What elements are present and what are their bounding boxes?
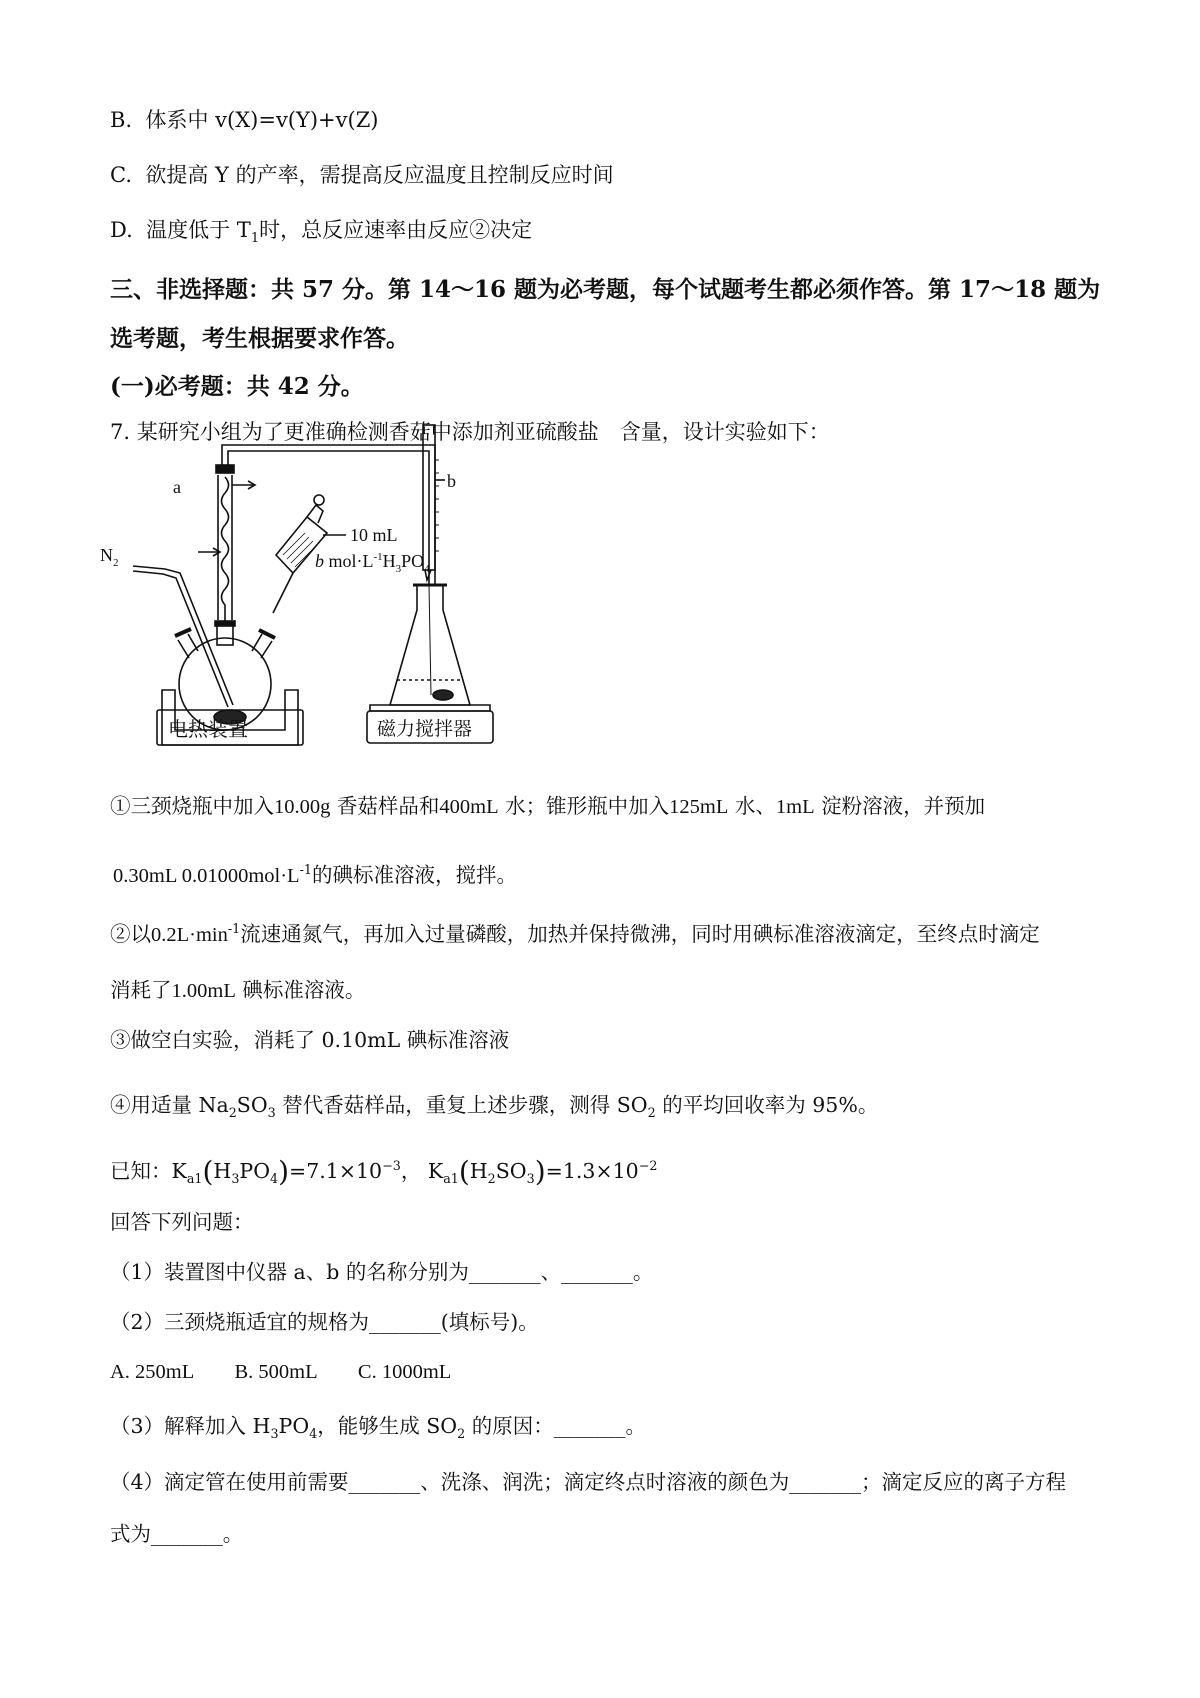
label-volume: 10 mL	[350, 525, 398, 545]
section-heading-line1: 三、非选择题：共 57 分。第 14～16 题为必考题，每个试题考生都必须作答。第 17～18 题为	[110, 276, 1101, 303]
step-4: ④用适量 $Na_2SO_3$ 替代香菇样品，重复上述步骤，测得 $SO_2$ 的平均回收率为 95%。	[110, 1093, 879, 1121]
label-concentration: b $mol\cdot L^{-1}H_3PO_4$	[315, 551, 430, 575]
label-stirrer: 磁力搅拌器	[377, 719, 473, 740]
question-2-options: A. 250mL B. 500mL C. 1000mL	[110, 1361, 452, 1383]
question-4-line2: 式为_______。	[110, 1522, 244, 1546]
inner-tube	[429, 585, 431, 695]
funnel-liquid	[283, 533, 317, 567]
water-out-arrow	[232, 481, 255, 489]
question-2: （2）三颈烧瓶适宜的规格为_______(填标号)。	[110, 1310, 539, 1334]
funnel-stem	[273, 573, 293, 613]
label-n2: $N_2$	[100, 545, 119, 569]
condenser-coil	[222, 477, 229, 621]
step-3: ③做空白实验，消耗了 0.10mL 碘标准溶液	[110, 1028, 510, 1052]
step-1-line1: ①三颈烧瓶中加入10.00g 香菇样品和400mL 水；锥形瓶中加入125mL 水、1mL 淀粉溶液，并预加	[110, 794, 986, 818]
center-stopper	[215, 621, 235, 626]
question-stem: 7. 某研究小组为了更准确检测香菇中添加剂亚硫酸盐 含量，设计实验如下：	[110, 420, 830, 444]
water-in-arrow	[198, 548, 220, 556]
stir-bar	[433, 690, 453, 700]
question-1: （1）装置图中仪器 a、b 的名称分别为_______、_______。	[110, 1260, 654, 1284]
answer-intro: 回答下列问题：	[110, 1210, 254, 1234]
option-c: C. 欲提高 Y 的产率，需提高反应温度且控制反应时间	[110, 163, 614, 187]
step-2-line2: 消耗了1.00mL 碘标准溶液。	[110, 978, 366, 1002]
known-constants: 已知：$K_{a1}(H_3PO_4)=7.1\times 10^{-3}$， $K_{a1}(H_2SO_3)=1.3\times 10^{-2}$	[110, 1155, 658, 1188]
label-b: b	[447, 471, 456, 491]
condenser-top-stopper	[216, 465, 234, 473]
question-4-line1: （4）滴定管在使用前需要_______、洗涤、润洗；滴定终点时溶液的颜色为_______；滴定反应的离子方程	[110, 1470, 1067, 1494]
option-b: B. 体系中 v(X)=v(Y)+v(Z)	[110, 108, 379, 132]
sub-heading: (一)必考题：共 42 分。	[110, 373, 364, 400]
flask-right-neck	[252, 634, 272, 658]
apparatus-diagram	[100, 455, 825, 765]
stirrer-top	[370, 705, 490, 711]
funnel-stopper	[314, 495, 324, 505]
step-2-line1: ②以$0.2L\cdot\min^{-1}$流速通氮气，再加入过量磷酸，加热并保持微沸，同时用碘标准溶液滴定，至终点时滴定	[110, 921, 1040, 946]
section-heading-line2: 选考题，考生根据要求作答。	[110, 325, 409, 352]
option-d: D. 温度低于 $T_1$时，总反应速率由反应②决定	[110, 218, 533, 247]
flask-left-neck	[178, 634, 198, 658]
label-heater: 电热装置	[168, 719, 248, 741]
funnel-neck	[307, 505, 323, 523]
step-1-line2: 0.30mL $0.01000mol\cdot L^{-1}$的碘标准溶液，搅拌。	[113, 862, 517, 887]
label-a: a	[173, 477, 181, 497]
question-3: （3）解释加入 $H_3PO_4$，能够生成 $SO_2$ 的原因：_______。	[110, 1414, 646, 1442]
condenser-jacket	[218, 475, 232, 620]
